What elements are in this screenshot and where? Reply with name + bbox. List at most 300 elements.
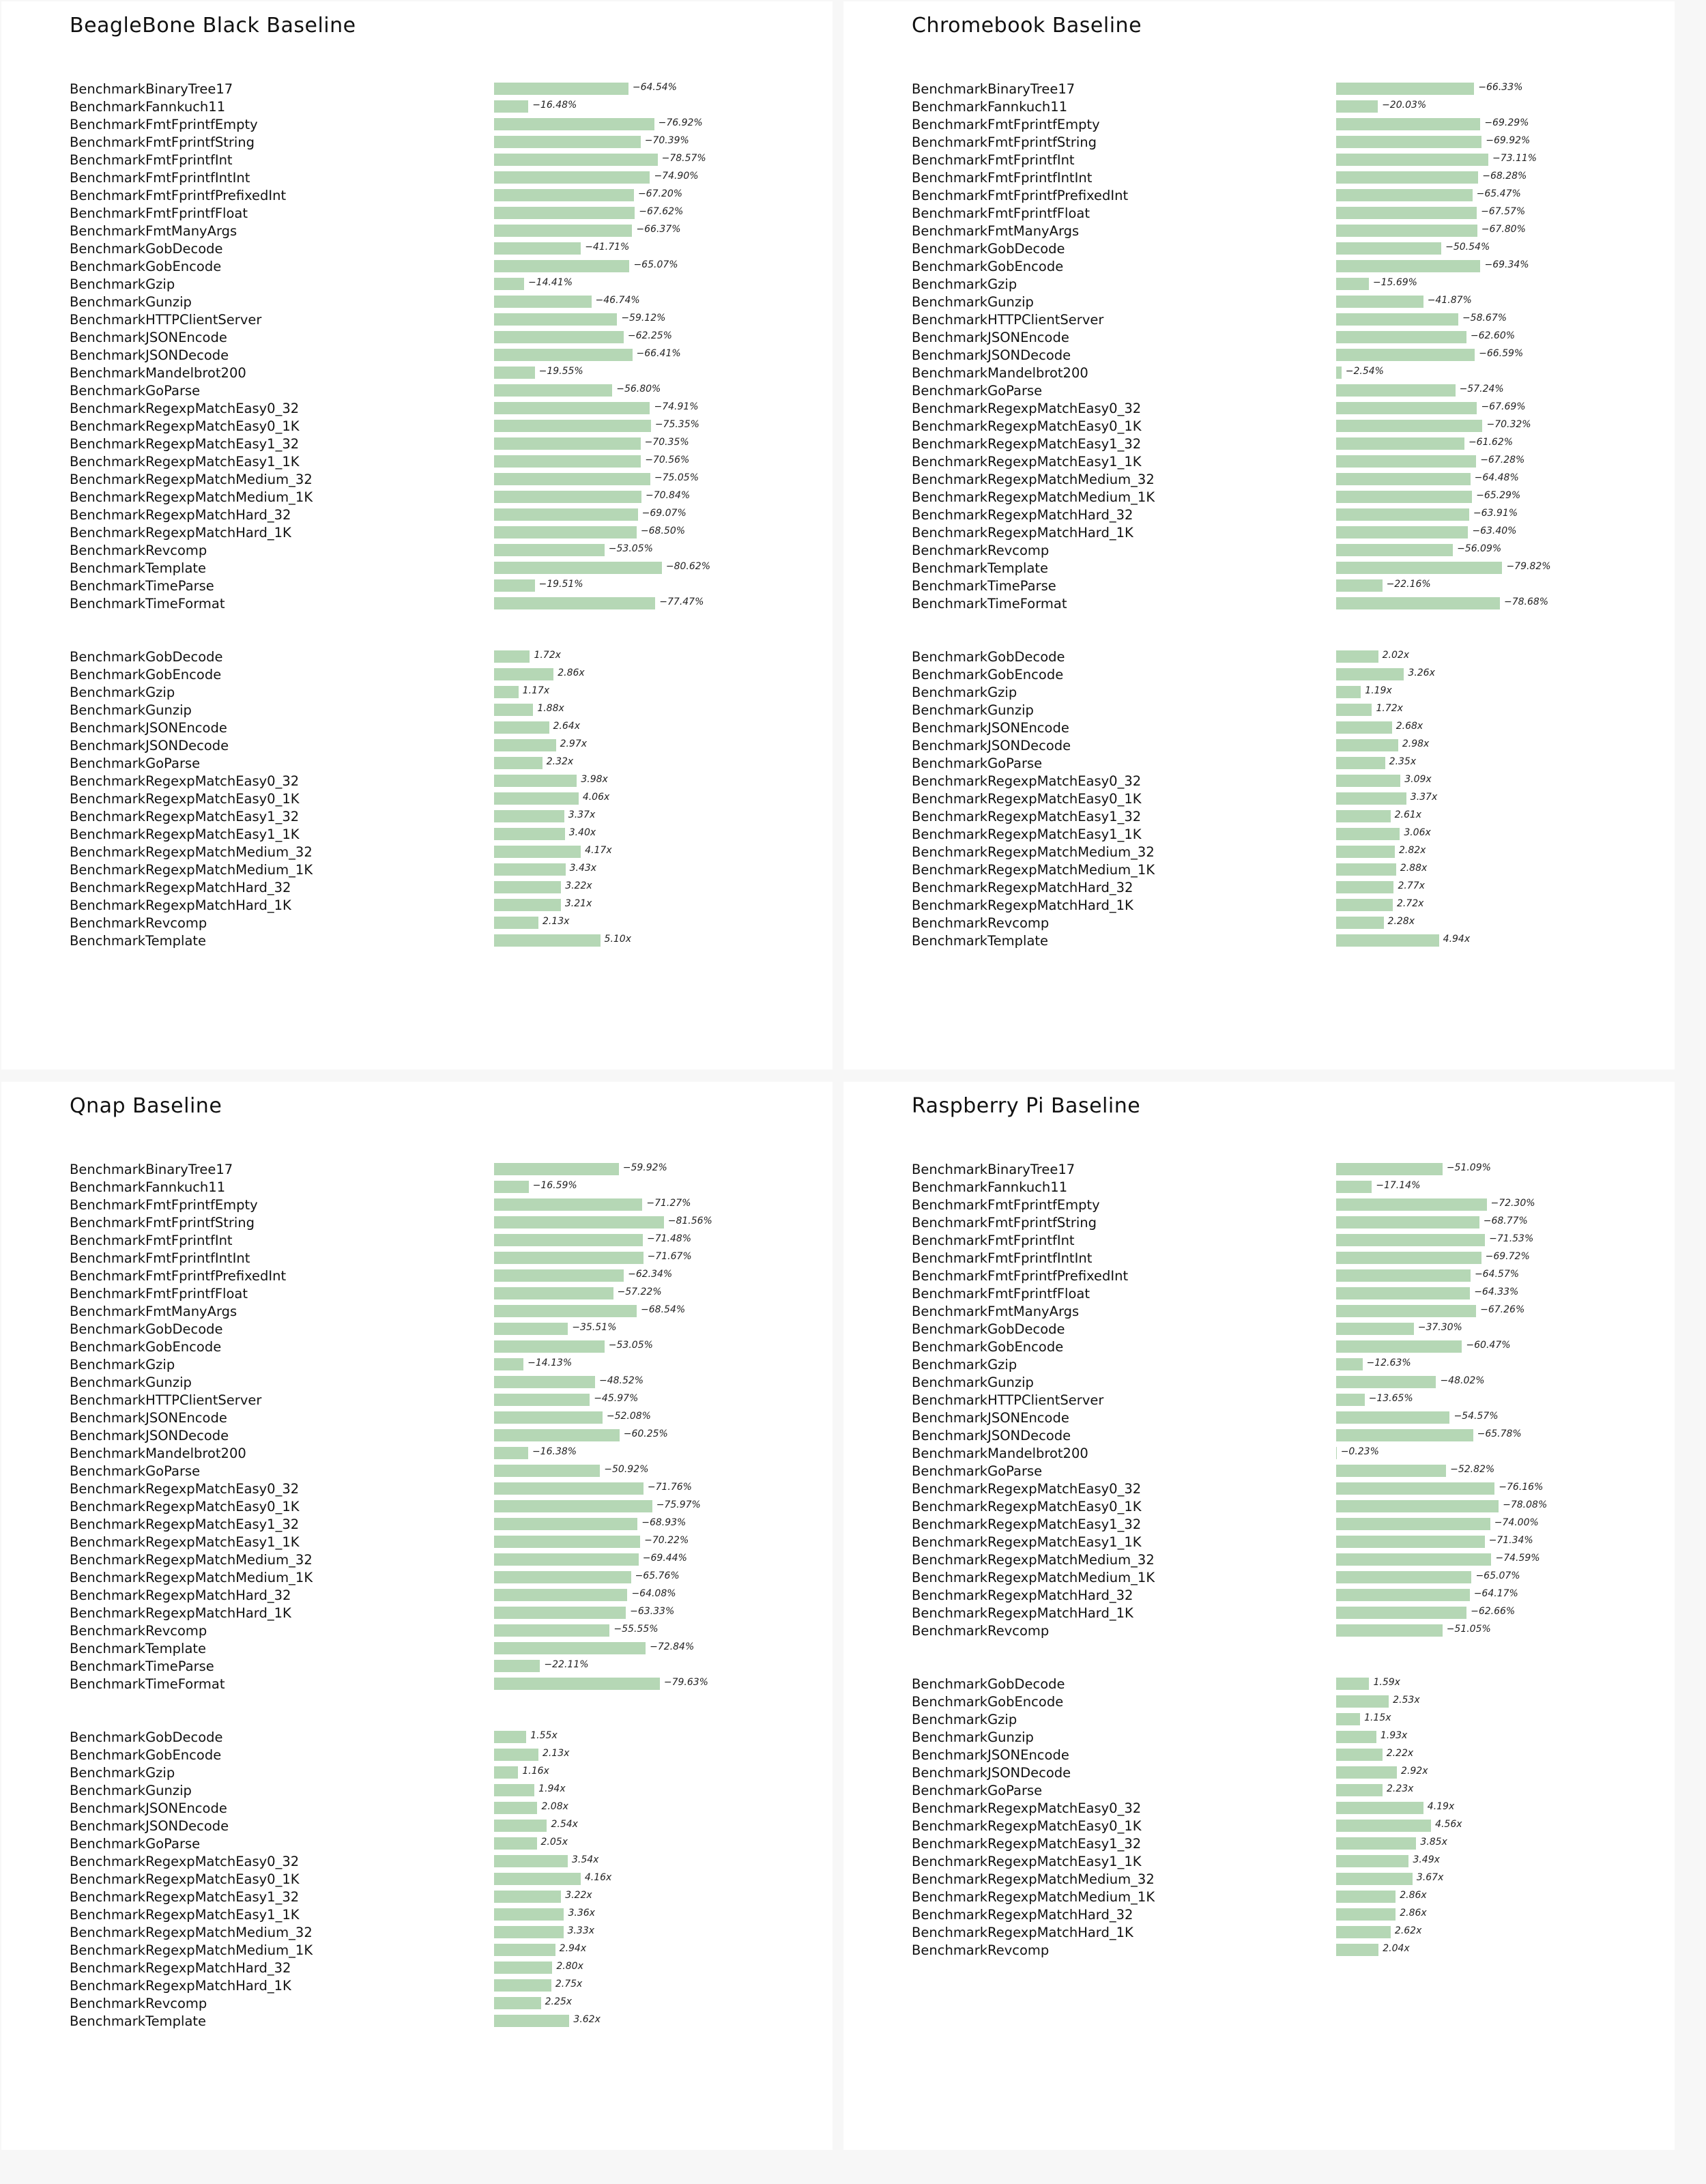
data-label: 3.43x bbox=[569, 863, 597, 874]
category-label: BenchmarkRegexpMatchEasy1_32 bbox=[70, 436, 300, 452]
data-label: −61.62% bbox=[1468, 437, 1514, 448]
data-label: 3.21x bbox=[564, 898, 592, 909]
bar-row bbox=[843, 1356, 1675, 1374]
bar bbox=[1336, 650, 1378, 663]
category-label: BenchmarkRegexpMatchMedium_32 bbox=[70, 844, 313, 860]
category-label: BenchmarkTimeFormat bbox=[912, 596, 1067, 612]
data-label: 1.19x bbox=[1365, 685, 1392, 696]
data-label: −65.47% bbox=[1476, 188, 1521, 199]
bar-row bbox=[843, 1534, 1675, 1551]
data-label: 1.15x bbox=[1364, 1712, 1391, 1723]
data-label: 3.54x bbox=[571, 1854, 599, 1865]
category-label: BenchmarkTemplate bbox=[912, 933, 1049, 949]
bar-row bbox=[843, 1551, 1675, 1569]
bar bbox=[1336, 260, 1480, 272]
bar-row bbox=[843, 293, 1675, 311]
bar bbox=[1336, 1198, 1487, 1211]
bar-row bbox=[1, 187, 833, 205]
bar-row bbox=[843, 1622, 1675, 1640]
bar-row bbox=[1, 364, 833, 382]
bar-row bbox=[843, 418, 1675, 435]
bar-row bbox=[1, 1729, 833, 1747]
category-label: BenchmarkGoParse bbox=[912, 756, 1043, 771]
bar-row bbox=[843, 258, 1675, 276]
bar bbox=[1336, 1713, 1360, 1725]
bar-row bbox=[1, 1658, 833, 1676]
data-label: −68.93% bbox=[641, 1517, 686, 1528]
data-label: −0.23% bbox=[1340, 1446, 1379, 1457]
bar bbox=[494, 1252, 644, 1264]
data-label: 2.13x bbox=[542, 1748, 570, 1759]
data-label: 3.36x bbox=[568, 1908, 595, 1919]
data-label: −22.11% bbox=[544, 1659, 589, 1670]
bar bbox=[494, 402, 650, 414]
bar-row bbox=[843, 861, 1675, 879]
category-label: BenchmarkBinaryTree17 bbox=[70, 81, 233, 97]
bar-row bbox=[1, 1817, 833, 1835]
panel-title: Raspberry Pi Baseline bbox=[912, 1094, 1141, 1118]
category-label: BenchmarkRegexpMatchMedium_32 bbox=[912, 1871, 1155, 1887]
bar bbox=[494, 1181, 529, 1193]
data-label: −48.52% bbox=[598, 1375, 644, 1386]
bar bbox=[1336, 704, 1372, 716]
bar bbox=[494, 260, 629, 272]
category-label: BenchmarkJSONDecode bbox=[70, 1428, 229, 1443]
category-label: BenchmarkJSONDecode bbox=[70, 347, 229, 363]
bar bbox=[1336, 136, 1481, 148]
bar bbox=[494, 1340, 605, 1353]
category-label: BenchmarkRegexpMatchMedium_1K bbox=[70, 489, 313, 505]
category-label: BenchmarkGunzip bbox=[70, 1375, 192, 1390]
bar bbox=[494, 349, 633, 361]
data-label: −69.72% bbox=[1485, 1251, 1530, 1262]
bar-row bbox=[1, 1871, 833, 1888]
bar-row bbox=[843, 560, 1675, 577]
bar bbox=[1336, 1731, 1376, 1743]
bar bbox=[1336, 1571, 1471, 1583]
data-label: −62.25% bbox=[627, 330, 672, 341]
data-label: 2.77x bbox=[1398, 880, 1425, 891]
bar-row bbox=[843, 329, 1675, 347]
bar bbox=[1336, 331, 1466, 343]
category-label: BenchmarkRegexpMatchHard_32 bbox=[70, 507, 291, 523]
bar bbox=[494, 1571, 631, 1583]
bar-row bbox=[843, 311, 1675, 329]
category-label: BenchmarkRegexpMatchEasy0_1K bbox=[70, 1871, 300, 1887]
data-label: −74.59% bbox=[1495, 1553, 1540, 1564]
bar bbox=[1336, 1447, 1337, 1459]
category-label: BenchmarkRegexpMatchEasy0_32 bbox=[70, 773, 300, 789]
bar bbox=[1336, 420, 1482, 432]
category-label: BenchmarkGzip bbox=[912, 1712, 1017, 1727]
category-label: BenchmarkRegexpMatchHard_1K bbox=[912, 525, 1133, 541]
category-label: BenchmarkGobEncode bbox=[912, 667, 1064, 682]
bar-row bbox=[1, 382, 833, 400]
bar-row bbox=[843, 276, 1675, 293]
data-label: 2.02x bbox=[1382, 650, 1410, 661]
bar bbox=[1336, 1837, 1416, 1850]
bar-row bbox=[1, 1463, 833, 1480]
bar-row bbox=[1, 1640, 833, 1658]
data-label: −17.14% bbox=[1376, 1180, 1421, 1191]
chart-panel-qnap bbox=[1, 1082, 833, 2150]
bar-row bbox=[1, 1427, 833, 1445]
bar bbox=[1336, 171, 1478, 184]
bar-row bbox=[843, 453, 1675, 471]
bar-row bbox=[1, 329, 833, 347]
bar-row bbox=[843, 808, 1675, 826]
category-label: BenchmarkGobEncode bbox=[70, 1747, 222, 1763]
bar bbox=[1336, 1678, 1369, 1690]
data-label: 5.10x bbox=[604, 934, 632, 945]
data-label: −59.92% bbox=[622, 1162, 667, 1173]
category-label: BenchmarkFmtManyArgs bbox=[912, 1304, 1080, 1319]
category-label: BenchmarkRegexpMatchEasy1_32 bbox=[912, 436, 1142, 452]
bar-row bbox=[843, 489, 1675, 506]
data-label: −67.28% bbox=[1480, 455, 1525, 465]
category-label: BenchmarkRegexpMatchHard_1K bbox=[70, 1605, 291, 1621]
category-label: BenchmarkGoParse bbox=[912, 1463, 1043, 1479]
bar bbox=[494, 562, 662, 574]
bar bbox=[1336, 597, 1500, 609]
bar-row bbox=[1, 932, 833, 950]
data-label: 2.88x bbox=[1400, 863, 1428, 874]
category-label: BenchmarkHTTPClientServer bbox=[912, 1392, 1104, 1408]
bar-row bbox=[1, 1888, 833, 1906]
bar bbox=[494, 1891, 561, 1903]
bar bbox=[1336, 1234, 1485, 1246]
category-label: BenchmarkRegexpMatchEasy0_32 bbox=[70, 1481, 300, 1497]
data-label: −71.34% bbox=[1488, 1535, 1533, 1546]
bar-row bbox=[843, 1445, 1675, 1463]
category-label: BenchmarkFmtFprintfPrefixedInt bbox=[912, 188, 1129, 203]
bar bbox=[1336, 579, 1383, 592]
bar-row bbox=[1, 808, 833, 826]
category-label: BenchmarkGoParse bbox=[70, 756, 201, 771]
data-label: −13.65% bbox=[1368, 1393, 1413, 1404]
bar bbox=[1336, 1394, 1365, 1406]
data-label: −67.57% bbox=[1481, 206, 1526, 217]
bar-row bbox=[843, 719, 1675, 737]
bar bbox=[1336, 863, 1396, 876]
bar-row bbox=[1, 702, 833, 719]
bar bbox=[1336, 242, 1441, 255]
bar bbox=[494, 1429, 620, 1441]
bar bbox=[1336, 899, 1393, 911]
category-label: BenchmarkTimeParse bbox=[70, 1658, 214, 1674]
data-label: −76.16% bbox=[1499, 1482, 1544, 1493]
category-label: BenchmarkRegexpMatchHard_32 bbox=[912, 507, 1133, 523]
bar-row bbox=[843, 364, 1675, 382]
category-label: BenchmarkJSONDecode bbox=[70, 1818, 229, 1834]
bar bbox=[494, 1500, 652, 1512]
bar bbox=[1336, 721, 1392, 734]
category-label: BenchmarkGunzip bbox=[70, 294, 192, 310]
bar-row bbox=[843, 1782, 1675, 1800]
data-label: 1.88x bbox=[537, 703, 564, 714]
category-label: BenchmarkRegexpMatchEasy1_1K bbox=[912, 1854, 1142, 1869]
bar-row bbox=[1, 1232, 833, 1250]
data-label: −79.63% bbox=[663, 1677, 708, 1688]
category-label: BenchmarkHTTPClientServer bbox=[70, 312, 262, 328]
bar bbox=[494, 225, 632, 237]
data-label: −63.91% bbox=[1473, 508, 1518, 519]
category-label: BenchmarkRevcomp bbox=[70, 1623, 207, 1639]
data-label: −67.26% bbox=[1480, 1304, 1525, 1315]
bar bbox=[1336, 189, 1473, 201]
bar bbox=[1336, 296, 1423, 308]
chart-panel-raspberry-pi bbox=[843, 1082, 1675, 2150]
data-label: 4.19x bbox=[1427, 1801, 1455, 1812]
category-label: BenchmarkRegexpMatchEasy0_32 bbox=[70, 401, 300, 416]
data-label: 1.72x bbox=[1376, 703, 1403, 714]
category-label: BenchmarkJSONDecode bbox=[912, 738, 1071, 753]
category-label: BenchmarkRegexpMatchMedium_1K bbox=[912, 862, 1155, 878]
data-label: −65.07% bbox=[633, 259, 678, 270]
category-label: BenchmarkGobEncode bbox=[912, 259, 1064, 274]
bar-row bbox=[1, 1622, 833, 1640]
bar-row bbox=[1, 897, 833, 915]
category-label: BenchmarkRegexpMatchEasy0_1K bbox=[70, 791, 300, 807]
bar-row bbox=[843, 666, 1675, 684]
bar-row bbox=[1, 737, 833, 755]
bar-row bbox=[843, 932, 1675, 950]
data-label: −64.54% bbox=[632, 82, 677, 93]
category-label: BenchmarkFmtFprintfEmpty bbox=[70, 117, 258, 132]
bar bbox=[1336, 1553, 1491, 1566]
bar-row bbox=[843, 1161, 1675, 1179]
category-label: BenchmarkFmtFprintfEmpty bbox=[912, 1197, 1100, 1213]
bar bbox=[1336, 508, 1469, 521]
bar-row bbox=[1, 773, 833, 790]
chart-panel-chromebook bbox=[843, 1, 1675, 1069]
data-label: −64.17% bbox=[1473, 1588, 1518, 1599]
bar-row bbox=[1, 1676, 833, 1693]
bar bbox=[494, 1198, 642, 1211]
category-label: BenchmarkRevcomp bbox=[70, 543, 207, 558]
bar bbox=[494, 1376, 595, 1388]
bar-row bbox=[1, 1179, 833, 1196]
category-label: BenchmarkJSONEncode bbox=[912, 330, 1069, 345]
category-label: BenchmarkRegexpMatchMedium_32 bbox=[70, 1925, 313, 1940]
category-label: BenchmarkFmtFprintfIntInt bbox=[70, 1250, 250, 1266]
bar-row bbox=[1, 276, 833, 293]
bar-row bbox=[1, 152, 833, 169]
category-label: BenchmarkMandelbrot200 bbox=[912, 365, 1088, 381]
category-label: BenchmarkFmtFprintfFloat bbox=[70, 205, 248, 221]
data-label: −41.71% bbox=[585, 242, 630, 253]
bar bbox=[494, 650, 530, 663]
bar-row bbox=[1, 826, 833, 844]
bar-row bbox=[843, 1835, 1675, 1853]
bar bbox=[494, 721, 549, 734]
bar-row bbox=[843, 506, 1675, 524]
data-label: −71.76% bbox=[647, 1482, 692, 1493]
category-label: BenchmarkFmtManyArgs bbox=[912, 223, 1080, 239]
category-label: BenchmarkRegexpMatchHard_32 bbox=[70, 1587, 291, 1603]
data-label: 2.86x bbox=[1400, 1908, 1427, 1919]
bar bbox=[494, 1678, 660, 1690]
bar-row bbox=[1, 293, 833, 311]
data-label: −46.74% bbox=[595, 295, 640, 306]
bar bbox=[494, 1394, 590, 1406]
bar bbox=[494, 1163, 619, 1175]
data-label: 4.94x bbox=[1443, 934, 1471, 945]
data-label: 2.61x bbox=[1394, 809, 1422, 820]
data-label: 1.59x bbox=[1373, 1677, 1400, 1688]
data-label: 3.22x bbox=[565, 880, 592, 891]
bar bbox=[494, 1642, 646, 1654]
bar-row bbox=[843, 1888, 1675, 1906]
category-label: BenchmarkFmtFprintfFloat bbox=[912, 1286, 1090, 1302]
data-label: −68.28% bbox=[1482, 171, 1527, 182]
bar-row bbox=[843, 1498, 1675, 1516]
bar bbox=[494, 1607, 626, 1619]
data-label: −66.41% bbox=[636, 348, 681, 359]
bar-row bbox=[1, 311, 833, 329]
category-label: BenchmarkFmtFprintfIntInt bbox=[912, 1250, 1093, 1266]
bar-row bbox=[1, 98, 833, 116]
bar-row bbox=[843, 879, 1675, 897]
bar bbox=[1336, 1500, 1499, 1512]
category-label: BenchmarkRevcomp bbox=[912, 1942, 1050, 1958]
bar bbox=[494, 1837, 537, 1850]
bar bbox=[1336, 1482, 1494, 1495]
data-label: 3.09x bbox=[1404, 774, 1432, 785]
bar bbox=[1336, 1411, 1449, 1424]
data-label: 2.53x bbox=[1393, 1695, 1420, 1706]
bar bbox=[1336, 739, 1398, 751]
bar bbox=[494, 846, 581, 858]
bar-row bbox=[843, 152, 1675, 169]
data-label: −64.57% bbox=[1474, 1269, 1520, 1280]
category-label: BenchmarkGobDecode bbox=[912, 1321, 1065, 1337]
data-label: −12.63% bbox=[1366, 1357, 1411, 1368]
data-label: −2.54% bbox=[1345, 366, 1384, 377]
category-label: BenchmarkRegexpMatchEasy0_1K bbox=[912, 791, 1142, 807]
bar bbox=[494, 384, 612, 397]
bar bbox=[1336, 668, 1404, 680]
bar-row bbox=[843, 347, 1675, 364]
bar-row bbox=[1, 471, 833, 489]
bar bbox=[494, 331, 624, 343]
data-label: 3.22x bbox=[565, 1890, 592, 1901]
bar-row bbox=[843, 1676, 1675, 1693]
data-label: −14.13% bbox=[527, 1357, 573, 1368]
bar-row bbox=[1, 790, 833, 808]
bar bbox=[494, 154, 658, 166]
bar bbox=[1336, 313, 1458, 326]
bar-row bbox=[1, 205, 833, 222]
data-label: 3.33x bbox=[567, 1925, 595, 1936]
category-label: BenchmarkGobDecode bbox=[70, 649, 223, 665]
data-label: 2.04x bbox=[1383, 1943, 1410, 1954]
bar bbox=[494, 1482, 644, 1495]
category-label: BenchmarkFmtManyArgs bbox=[70, 223, 237, 239]
bar-row bbox=[843, 595, 1675, 613]
data-label: 3.26x bbox=[1408, 667, 1435, 678]
bar-row bbox=[1, 1534, 833, 1551]
category-label: BenchmarkGoParse bbox=[70, 1836, 201, 1852]
data-label: 1.94x bbox=[538, 1783, 566, 1794]
data-label: −71.27% bbox=[646, 1198, 691, 1209]
bar-row bbox=[1, 1196, 833, 1214]
data-label: −52.82% bbox=[1450, 1464, 1495, 1475]
bar bbox=[1336, 1305, 1476, 1317]
category-label: BenchmarkGunzip bbox=[912, 1729, 1034, 1745]
bar bbox=[494, 1216, 664, 1228]
bar bbox=[494, 1518, 637, 1530]
data-label: −59.12% bbox=[621, 313, 666, 324]
bar bbox=[494, 934, 601, 947]
data-label: 2.62x bbox=[1394, 1925, 1422, 1936]
bar-row bbox=[843, 1303, 1675, 1321]
category-label: BenchmarkGzip bbox=[70, 1357, 175, 1373]
category-label: BenchmarkRegexpMatchEasy1_1K bbox=[70, 454, 300, 470]
data-label: −20.03% bbox=[1382, 100, 1427, 111]
bar-row bbox=[1, 435, 833, 453]
data-label: 2.75x bbox=[555, 1979, 583, 1989]
data-label: −62.66% bbox=[1471, 1606, 1516, 1617]
category-label: BenchmarkRegexpMatchEasy0_32 bbox=[912, 401, 1142, 416]
bar-row bbox=[843, 1338, 1675, 1356]
data-label: −15.69% bbox=[1372, 277, 1417, 288]
bar bbox=[494, 1660, 540, 1672]
data-label: −55.55% bbox=[613, 1624, 659, 1635]
category-label: BenchmarkJSONEncode bbox=[70, 330, 227, 345]
category-label: BenchmarkRegexpMatchHard_32 bbox=[70, 1960, 291, 1976]
category-label: BenchmarkGobEncode bbox=[70, 1339, 222, 1355]
bar bbox=[1336, 1269, 1471, 1282]
bar-row bbox=[843, 382, 1675, 400]
bar bbox=[494, 881, 561, 893]
data-label: −64.33% bbox=[1474, 1287, 1519, 1297]
category-label: BenchmarkJSONDecode bbox=[912, 1765, 1071, 1781]
data-label: 2.22x bbox=[1386, 1748, 1414, 1759]
chart-panel-beaglebone bbox=[1, 1, 833, 1069]
category-label: BenchmarkRevcomp bbox=[912, 543, 1050, 558]
category-label: BenchmarkRegexpMatchMedium_1K bbox=[70, 1942, 313, 1958]
category-label: BenchmarkRegexpMatchEasy1_1K bbox=[70, 1907, 300, 1923]
data-label: 2.80x bbox=[556, 1961, 583, 1972]
category-label: BenchmarkRegexpMatchEasy0_1K bbox=[912, 1499, 1142, 1514]
bar-row bbox=[1, 1587, 833, 1605]
data-label: −66.59% bbox=[1479, 348, 1524, 359]
data-label: −66.37% bbox=[636, 224, 681, 235]
bar-row bbox=[843, 471, 1675, 489]
category-label: BenchmarkBinaryTree17 bbox=[70, 1162, 233, 1177]
bar bbox=[494, 775, 577, 787]
bar-row bbox=[843, 1942, 1675, 1959]
bar-row bbox=[843, 702, 1675, 719]
bar bbox=[494, 526, 637, 538]
bar-row bbox=[843, 1409, 1675, 1427]
data-label: −67.20% bbox=[637, 188, 683, 199]
bar-row bbox=[1, 1800, 833, 1817]
bar bbox=[1336, 491, 1472, 503]
data-label: 2.13x bbox=[542, 916, 570, 927]
data-label: −74.91% bbox=[654, 401, 699, 412]
bar bbox=[1336, 1926, 1391, 1938]
bar bbox=[494, 1589, 627, 1601]
data-label: −60.25% bbox=[623, 1428, 668, 1439]
data-label: −75.05% bbox=[654, 472, 699, 483]
bar-row bbox=[1, 1551, 833, 1569]
bar bbox=[1336, 1944, 1378, 1956]
bar bbox=[1336, 100, 1378, 113]
bar-row bbox=[1, 1516, 833, 1534]
bar bbox=[494, 1962, 552, 1974]
